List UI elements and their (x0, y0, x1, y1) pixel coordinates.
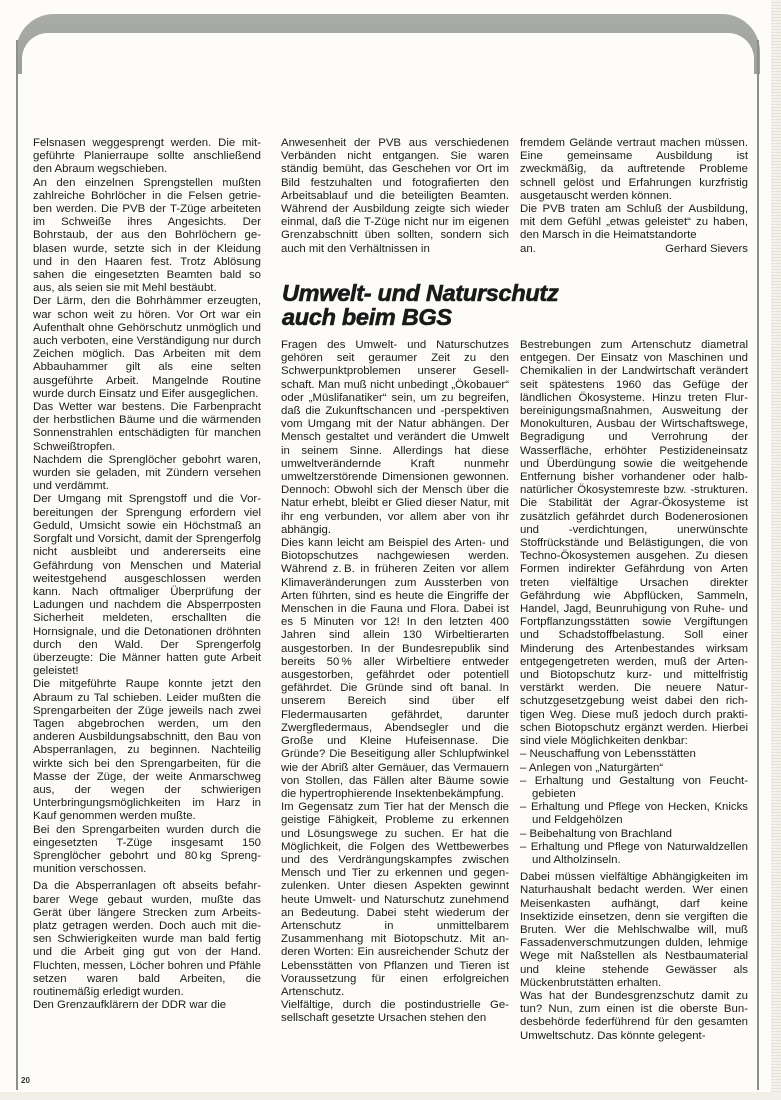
paragraph: fremdem Gelände vertraut machen müssen. Eine gemeinsame Ausbildung ist zweckmäßig, da auftretende Probleme schnell gelöst und Erfahrungen kurzfristig ausgetauscht werden können. (520, 137, 748, 202)
list-item: – Erhaltung und Pflege von Hecken, Knicks und Feldgehölzen (520, 801, 748, 827)
paragraph: An den einzelnen Sprengstellen mußten zahlreiche Bohrlöcher in die Felsen getrieben werden. Die PVB der T-Züge arbeiteten im Schweiße ihres Angesichts. Der Bohrstaub, der aus den Bohrlöchern geblasen wurde, setzte sich in der Kleidung und in den Haaren fest. Trotz Ablösung sahen die eingesetzten Beamten bald so aus, als seien sie mit Mehl bestäubt. (33, 176, 261, 295)
list-item: – Neuschaffung von Lebensstätten (520, 748, 748, 761)
list-item: – Erhaltung und Pflege von Naturwaldzellen und Altholzinseln. (520, 841, 748, 867)
measures-list (520, 748, 748, 867)
paragraph: Vielfältige, durch die postindustrielle Gesellschaft gesetzte Ursachen stehen den (281, 999, 509, 1025)
paragraph: Da die Absperranlagen oft abseits befahrbarer Wege gebaut wurden, mußte das Gerät über längere Strecken zum Arbeitsplatz getragen werden. Doch auch mit diesen Schwierigkeiten wurde man bald fertig und die Arbeit ging gut von der Hand. Fluchten, messen, Löcher bohren und Pfähle setzen waren bald Arbeiten, die routinemäßig erledigt wurden. (33, 880, 261, 998)
paragraph: Der Umgang mit Sprengstoff und die Vorbereitungen der Sprengung erfordern viel Geduld, Umsicht sowie ein Höchstmaß an Sorgfalt und Vorsicht, damit der Sprengerfolg nicht ausbleibt und andererseits eine Gefährdung von Menschen und Material weitestgehend ausgeschlossen werden kann. Nach oftmaliger Überprüfung der Ladungen und nachdem die Absperrposten Sicherheit meldeten, erschallten die Hornsignale, und die Detonationen dröhnten durch den Wald. Der Sprengerfolg überzeugte: Die Männer hatten gute Arbeit geleistet! (33, 493, 261, 678)
paragraph: Den Grenzaufklärern der DDR war die (33, 999, 227, 1012)
paragraph: Das Wetter war bestens. Die Farbenpracht der herbstlichen Bäume und die wärmenden Sonnenstrahlen entschädigten für manchen Schweißtropfen. (33, 401, 261, 453)
paragraph: Dabei müssen vielfältige Abhängigkeiten im Naturhaushalt bedacht werden. Wer einen Meisenkasten aufhängt, darf keine Insektizide einsetzen, denn sie vergiften die Bruten. Wer die Mehlschwalbe will, muß Fassadenverschmutzungen dulden, lehmige Wege mit Naßstellen als Nestbaumaterial und kleine stehende Gewässer als Mückenbrutstätten erhalten. (520, 871, 748, 989)
article-column-2 (281, 339, 509, 1026)
paragraph: Bestrebungen zum Artenschutz diametral entgegen. Der Einsatz von Maschinen und Chemikalien in der Landwirtschaft verändert seit spätestens 1960 das Gefüge der ländlichen Ökosysteme. Hinzu treten Flurbereinigungsmaßnahmen, Ausweitung der Monokulturen, Ausbau der Wirtschaftswege, Begradigung und Verrohrung der Wasserfläche, erhöhter Pestizideneinsatz und Überdüngung sowie die weitgehende Entfernung bisher vorhandener oder halbnatürlicher Ökosystemreste bzw. -strukturen. Die Stabilität der Agrar-Ökosysteme ist zusätzlich gefährdet durch Bodenerosionen und -verdichtungen, unerwünschte Stoffrückstände und Belästigungen, die von Techno-Ökosystemen ausgehen. Zu diesen Formen indirekter Gefährdung von Arten treten vielfältige Ursachen direkter Gefährdung wie Abpflücken, Sammeln, Handel, Jagd, Beunruhigung von Ruhe- und Fortpflanzungsstätten sowie Vergiftungen und Schadstoffbelastung. Soll einer Minderung des Artenbestandes wirksam entgegengetreten werden, muß der Arten- und Biotopschutz kurz- und mittelfristig verstärkt werden. Die neuere Naturschutzgesetzgebung weist dabei den richtigen Weg. Diese muß jedoch durch praktischen Biotopschutz ergänzt werden. Hierbei sind viele Möglichkeiten denkbar: (520, 339, 748, 748)
page-frame-inner (22, 33, 754, 103)
article-column-3 (520, 339, 748, 1043)
page-frame-left-rule (16, 40, 18, 1090)
byline-row (520, 243, 748, 256)
page-edge (771, 0, 781, 1100)
paragraph: Die PVB traten am Schluß der Ausbildung, mit dem Gefühl „etwas geleistet“ zu haben, den Marsch in die Heimatstandorte (520, 203, 748, 242)
list-item: – Beibehaltung von Brachland (520, 828, 748, 841)
list-item: – Erhaltung und Gestaltung von Feuchtgebieten (520, 775, 748, 801)
paragraph: Im Gegensatz zum Tier hat der Mensch die geistige Fähigkeit, Probleme zu erkennen und Lösungswege zu suchen. Er hat die Möglichkeit, die Folgen des Wettbewerbes und des Verdrängungskampfes zwischen Mensch und Tier zu erkennen und gegenzulenken. Unter diesen Aspekten gewinnt heute Umwelt- und Naturschutz zunehmend an Bedeutung. Dabei steht wiederum der Artenschutz in unmittelbarem Zusammenhang mit Biotopschutz. Mit anderen Worten: Ein ausreichender Schutz der Lebensstätten von Pflanzen und Tieren ist Voraussetzung für einen erfolgreichen Artenschutz. (281, 801, 509, 998)
paragraph: Was hat der Bundesgrenzschutz damit zu tun? Nun, zum einen ist die oberste Bundesbehörde federführend für den gesamten Umweltschutz. Das könnte gelegent- (520, 989, 748, 1042)
last-word: an. (520, 242, 536, 255)
article-headline (282, 281, 602, 329)
paragraph: Bei den Sprengarbeiten wurden durch die eingesetzten T-Züge insgesamt 150 Sprenglöcher gebohrt und 80 kg Sprengmunition verschossen. (33, 823, 261, 876)
headline-line-1: Umwelt- und Naturschutz (282, 280, 559, 306)
paragraph: Die mitgeführte Raupe konnte jetzt den Abraum zu Tal schieben. Leider mußten die Sprengarbeiten der Züge jeweils nach zwei Tagen abgebrochen werden, um den anderen Ausbildungsabschnitt, den Bau von Absperranlagen, zu beginnen. Nachteilig wirkte sich bei den Sprengarbeiten, für die Masse der Züge, der weite Anmarschweg aus, der wegen der schwierigen Unterbringungsmöglichkeiten im Harz in Kauf genommen werden mußte. (33, 678, 261, 823)
paragraph: Anwesenheit der PVB aus verschiedenen Verbänden nicht entgangen. Sie waren ständig bemüht, das Geschehen vor Ort im Bild festzuhalten und fotografierten den Arbeitsablauf und die beteiligten Beamten. Während der Ausbildung zeigte sich wieder einmal, daß die T-Züge nicht nur im eigenen Grenzabschnitt üben sollten, sondern sich auch mit den Verhältnissen in (281, 137, 509, 255)
paragraph: Fragen des Umwelt- und Naturschutzes gehören seit geraumer Zeit zu den Schwerpunktproblemen unserer Gesellschaft. Man muß nicht unbedingt „Ökobauer“ oder „Müslifanatiker“ sein, um zu begreifen, daß die Zukunftschancen und -perspektiven vom Umgang mit der Natur abhängen. Der Mensch gestaltet und verändert die Umwelt in seinem Sinne. Allerdings hat diese umweltverändernde Kraft nunmehr umweltzerstörende Dimensionen gewonnen. Dennoch: Obwohl sich der Mensch über die Natur erhebt, bleibt er Glied dieser Natur, mit ihr eng verbunden, vor allem aber von ihr abhängig. (281, 339, 509, 536)
paragraph: Der Lärm, den die Bohrhämmer erzeugten, war schon weit zu hören. Vor Ort war ein Aufenthalt ohne Gehörschutz unmöglich und auch verboten, eine Verständigung nur durch Zeichen möglich. Das Arbeiten mit dem Abbauhammer gilt als eine selten ausgeführte Arbeit. Mangelnde Routine wurde durch Einsatz und Eifer ausgeglichen. (33, 295, 261, 400)
paragraph: Nachdem die Sprenglöcher gebohrt waren, wurden sie geladen, mit Zündern versehen und verdämmt. (33, 453, 261, 493)
page-number: 20 (21, 1076, 30, 1085)
paragraph: Felsnasen weggesprengt werden. Die mitgeführte Planierraupe sollte anschließend den Abraum wegschieben. (33, 137, 261, 176)
prev-article-column-2 (281, 137, 509, 256)
author-byline: Gerhard Sievers (665, 242, 748, 255)
headline-line-2: auch beim BGS (282, 304, 452, 330)
page-frame-right-rule (757, 40, 759, 1090)
paragraph: Dies kann leicht am Beispiel des Arten- und Biotopschutzes nachgewiesen werden. Während z. B. in früheren Zeiten vor allem Klimaveränderungen zum Aussterben von Arten führten, sind es heute die Eingriffe der Menschen in die Fauna und Flora. Dabei ist es 5 Minuten vor 12! In den letzten 400 Jahren sind allein 130 Wirbeltierarten ausgestorben. In der Bundesrepublik sind bereits 50 % aller Wirbeltiere entweder ausgestorben, gefährdet oder potentiell gefährdet. Die Gründe sind oft banal. In unserem Bereich sind über elf Fledermausarten gefährdet, darunter Zwergfledermaus, Abendsegler und die Große und Kleine Hufeisennase. Die Gründe? Die Beseitigung aller Schlupfwinkel wie der Abriß alter Gemäuer, das Vermauern von Stollen, das Fällen alter Bäume sowie die hypertrophierende Insektenbekämpfung. (281, 537, 509, 800)
prev-article-column-3 (520, 137, 748, 256)
prev-article-column-1 (33, 137, 261, 1012)
list-item: – Anlegen von „Naturgärten“ (520, 762, 748, 775)
page-bottom-edge (0, 1092, 781, 1100)
